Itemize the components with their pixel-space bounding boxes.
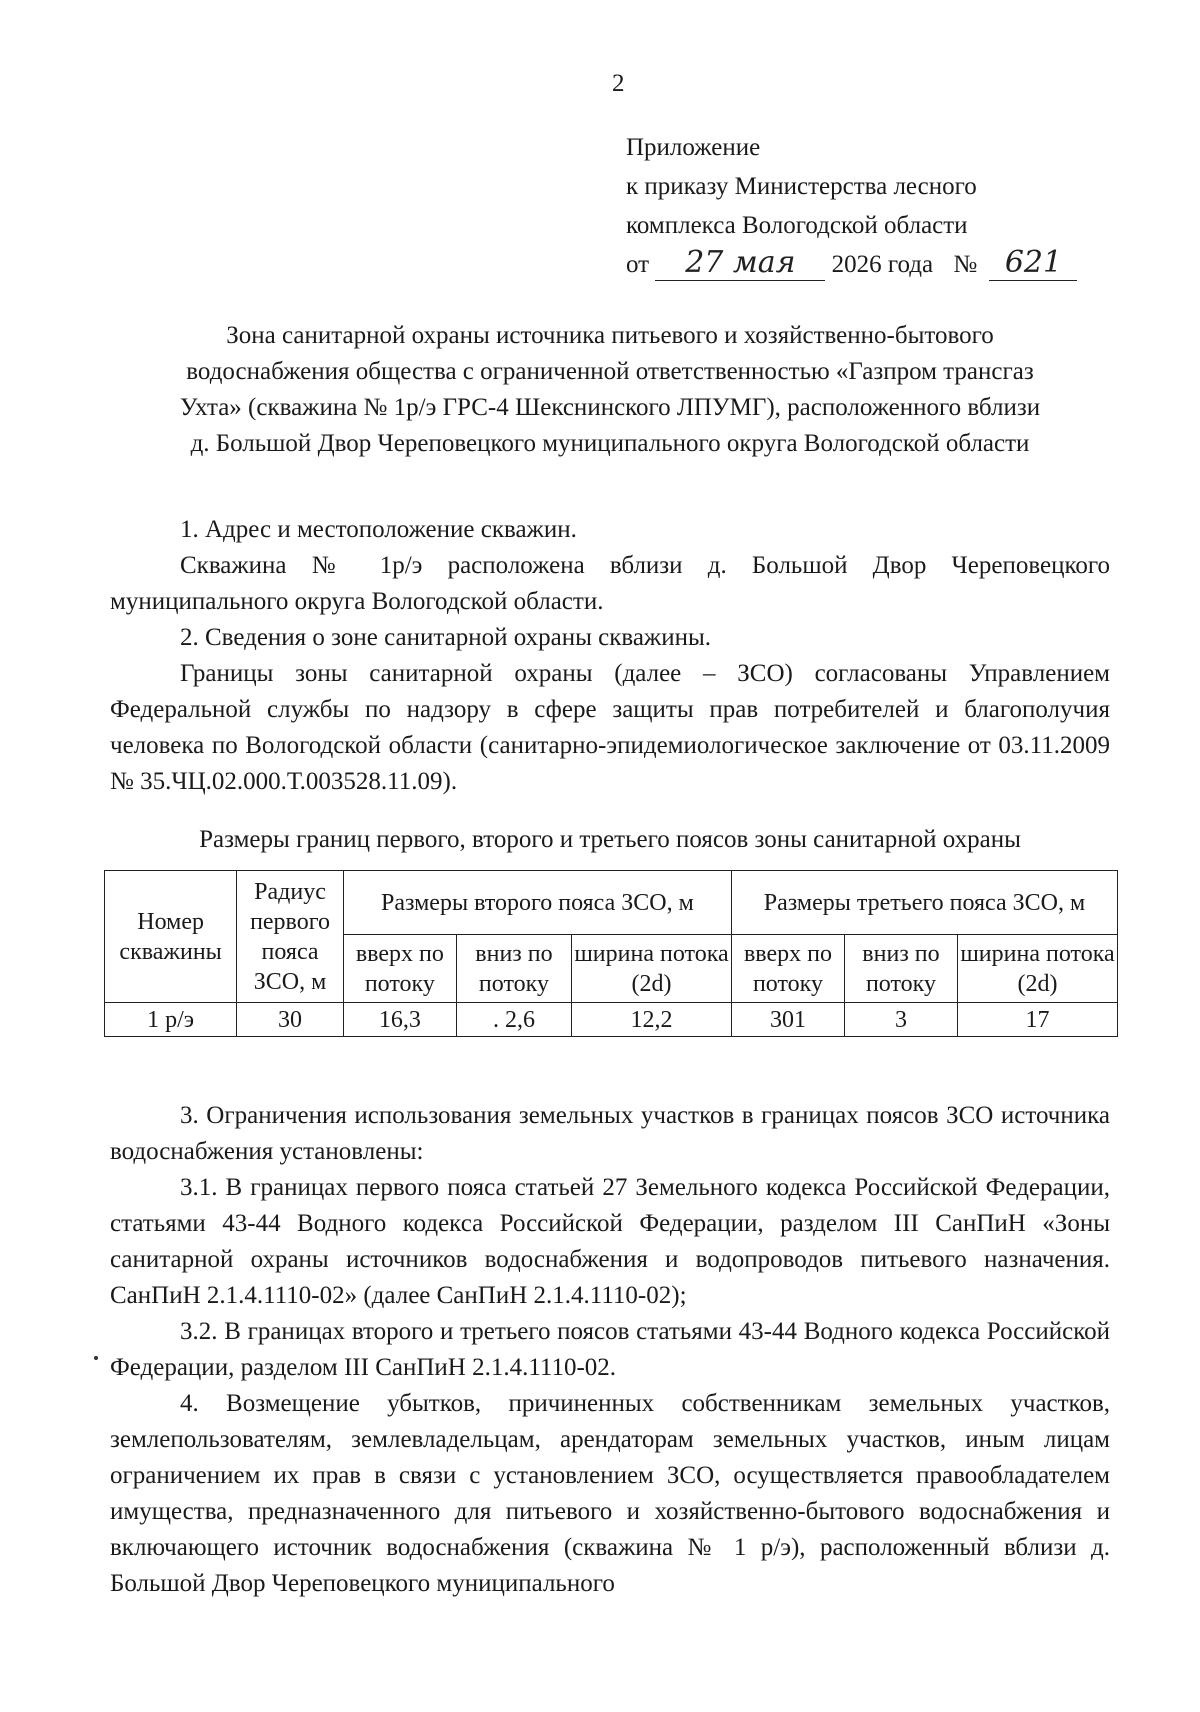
title-line-3: Ухта» (скважина № 1р/э ГРС-4 Шекснинского ЛПУМГ), расположенного вблизи (179, 394, 1041, 421)
handwritten-number: 621 (1004, 245, 1063, 280)
date-signature-line (655, 245, 825, 281)
section-2-text: Границы зоны санитарной охраны (далее – ЗСО) согласованы Управлением Федеральной службы по надзору в сфере защиты прав потребителей и благополучия человека по Вологодской области (санитарно-эпидемиологическое заключение от 03.11.2009 № 35.ЧЦ.02.000.Т.003528.11.09). (110, 660, 1110, 795)
year-text: 2026 года (831, 251, 934, 278)
cell-third-width: 17 (957, 1003, 1117, 1037)
header-second-downstream: вниз по потоку (456, 935, 571, 1003)
header-third-belt: Размеры третьего пояса ЗСО, м (731, 871, 1117, 935)
section-1-text: Скважина № 1р/э расположена вблизи д. Большой Двор Череповецкого муниципального округа Вологодской области. (110, 552, 1110, 615)
table-row (105, 1003, 1118, 1037)
cell-well: 1 р/э (105, 1003, 237, 1037)
appendix-line-1: Приложение (626, 134, 761, 161)
cell-second-width: 12,2 (572, 1003, 732, 1037)
title-line-1: Зона санитарной охраны источника питьевого и хозяйственно-бытового (226, 322, 994, 349)
section-3-item-1: 3.1. В границах первого пояса статьей 27 Земельного кодекса Российской Федерации, статьями 43-44 Водного кодекса Российской Федерации, разделом III СанПиН «Зоны санитарной охраны источников водоснабжения и водопроводов питьевого назначения. СанПиН 2.1.4.1110-02» (далее СанПиН 2.1.4.1110-02); (110, 1174, 1110, 1309)
scan-dot (94, 1356, 98, 1360)
cell-second-upstream: 16,3 (343, 1003, 456, 1037)
title-line-4: д. Большой Двор Череповецкого муниципального округа Вологодской области (190, 430, 1030, 457)
number-sign: № (953, 251, 978, 278)
header-second-belt: Размеры второго пояса ЗСО, м (343, 871, 731, 935)
section-3-heading: 3. Ограничения использования земельных участков в границах поясов ЗСО источника водоснабжения установлены: (110, 1102, 1110, 1165)
section-1-heading: 1. Адрес и местоположение скважин. (180, 516, 577, 543)
cell-second-downstream: . 2,6 (456, 1003, 571, 1037)
appendix-line-3: комплекса Вологодской области (626, 212, 968, 239)
header-second-upstream: вверх по потоку (343, 935, 456, 1003)
zones-table (104, 870, 1118, 1037)
cell-third-upstream: 301 (731, 1003, 844, 1037)
appendix-line-2: к приказу Министерства лесного (626, 173, 977, 200)
section-4-text: 4. Возмещение убытков, причиненных собственникам земельных участков, землепользователям, землевладельцам, арендаторам земельных участков, иным лицам ограничением их прав в связи с установлением ЗСО, осуществляется правообладателем имущества, предназначенного для питьевого и хозяйственно-бытового водоснабжения и включающего источник водоснабжения (скважина № 1 р/э), расположенный вблизи д. Большой Двор Череповецкого муниципального (110, 1390, 1110, 1597)
header-third-upstream: вверх по потоку (731, 935, 844, 1003)
number-signature-line (989, 245, 1077, 281)
header-third-downstream: вниз по потоку (844, 935, 957, 1003)
header-first-belt-radius: Радиус первого пояса ЗСО, м (237, 871, 344, 1003)
header-well-number: Номер скважины (105, 871, 237, 1003)
header-third-width: ширина потока (2d) (957, 935, 1117, 1003)
document-title (110, 318, 1110, 462)
appendix-header (626, 128, 1077, 284)
table-caption: Размеры границ первого, второго и третьего поясов зоны санитарной охраны (199, 826, 1021, 853)
page-number: 2 (612, 70, 625, 97)
sections-1-2 (110, 512, 1110, 800)
sections-3-4 (110, 1098, 1110, 1602)
section-2-heading: 2. Сведения о зоне санитарной охраны скважины. (180, 624, 712, 651)
handwritten-date: 27 мая (685, 245, 796, 280)
cell-radius: 30 (237, 1003, 344, 1037)
title-line-2: водоснабжения общества с ограниченной ответственностью «Газпром трансгаз (186, 358, 1034, 385)
header-second-width: ширина потока (2d) (572, 935, 732, 1003)
appendix-date-line (626, 245, 1077, 284)
cell-third-downstream: 3 (844, 1003, 957, 1037)
date-prefix: от (626, 251, 650, 278)
section-3-item-2: 3.2. В границах второго и третьего поясов статьями 43-44 Водного кодекса Российской Федерации, разделом III СанПиН 2.1.4.1110-02. (110, 1318, 1110, 1381)
